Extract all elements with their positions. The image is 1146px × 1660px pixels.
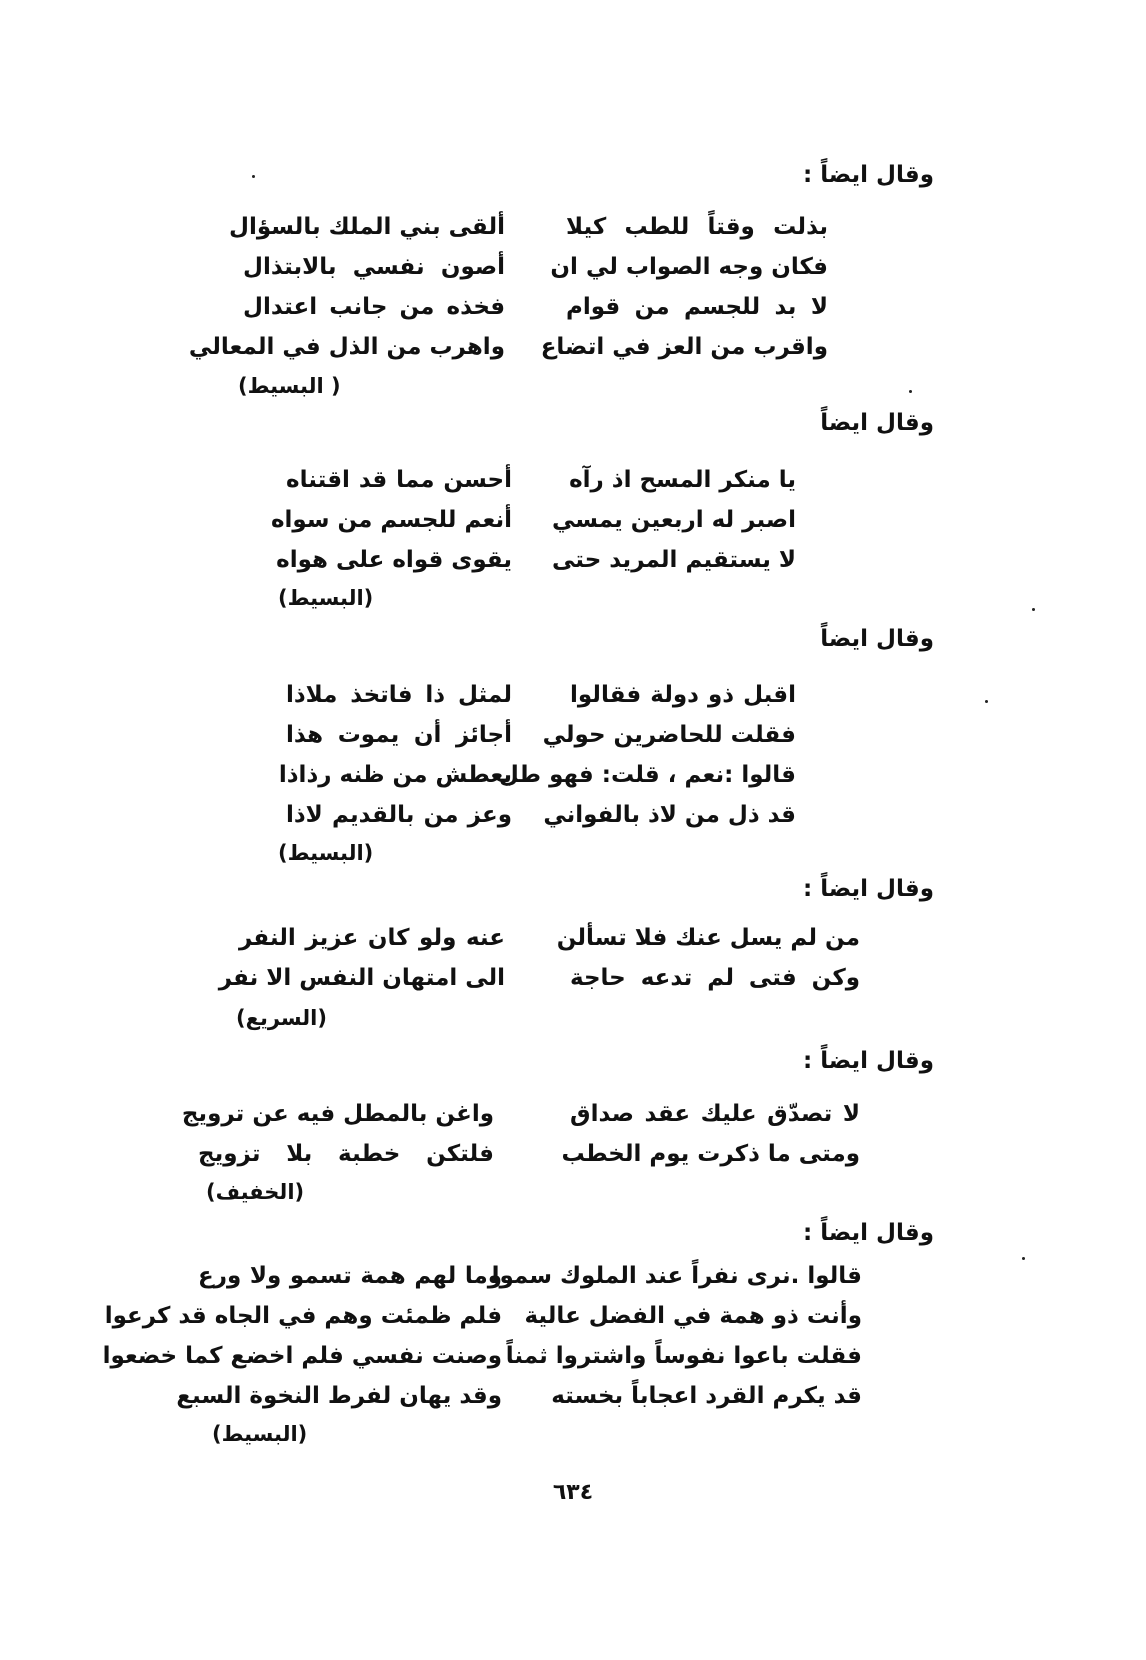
- verse-second-hemistich: لمثل ذا فاتخذ ملاذا: [286, 682, 512, 708]
- verse-first-hemistich: فقلت للحاضرين حولي: [542, 722, 796, 748]
- meter-label: (البسيط): [278, 586, 374, 610]
- section-heading: وقال ايضاً :: [803, 162, 934, 188]
- verse-first-hemistich: اصبر له اربعين يمسي: [552, 507, 796, 533]
- verse-line: [198, 1134, 860, 1174]
- verse-first-hemistich: قالوا :نعم ، قلت: فهو طل: [498, 762, 796, 788]
- verse-line: [276, 540, 796, 580]
- meter-label: (الخفيف): [206, 1180, 305, 1204]
- verse-first-hemistich: قالوا .نرى نفراً عند الملوك سموا: [491, 1263, 862, 1289]
- verse-second-hemistich: عنه ولو كان عزيز النفر: [239, 925, 505, 951]
- scan-speck: [985, 700, 988, 703]
- verse-first-hemistich: قد يكرم القرد اعجاباً بخسته: [551, 1383, 862, 1409]
- scan-speck: [909, 390, 912, 393]
- verse-line: [176, 1376, 862, 1416]
- verse-first-hemistich: وأنت ذو همة في الفضل عالية: [524, 1303, 862, 1329]
- verse-first-hemistich: اقبل ذو دولة فقالوا: [570, 682, 796, 708]
- section-heading: وقال ايضاً :: [803, 1048, 934, 1074]
- verse-first-hemistich: لا تصدّق عليك عقد صداق: [570, 1101, 860, 1127]
- verse-second-hemistich: وعز من بالقديم لاذا: [286, 802, 512, 828]
- verse-line: [286, 460, 796, 500]
- verse-second-hemistich: وصنت نفسي فلم اخضع كما خضعوا: [102, 1343, 502, 1369]
- verse-first-hemistich: فكان وجه الصواب لي ان: [550, 254, 828, 280]
- meter-label: (البسيط): [278, 841, 374, 865]
- section-heading: وقال ايضاً :: [803, 876, 934, 902]
- scan-speck: [1032, 608, 1035, 611]
- verse-second-hemistich: أنعم للجسم من سواه: [270, 507, 512, 533]
- verse-line: [104, 1296, 862, 1336]
- verse-first-hemistich: بذلت وقتاً للطب كيلا: [566, 214, 828, 240]
- verse-line: [286, 715, 796, 755]
- meter-label: (السريع): [236, 1006, 327, 1030]
- verse-line: [188, 327, 828, 367]
- verse-first-hemistich: لا بد للجسم من قوام: [566, 294, 828, 320]
- verse-first-hemistich: من لم يسل عنك فلا تسألن: [556, 925, 860, 951]
- verse-line: [218, 958, 860, 998]
- verse-second-hemistich: وقد يهان لفرط النخوة السبع: [176, 1383, 502, 1409]
- verse-line: [198, 1256, 862, 1296]
- verse-first-hemistich: وكن فتى لم تدعه حاجة: [570, 965, 860, 991]
- verse-first-hemistich: لا يستقيم المريد حتى: [552, 547, 796, 573]
- verse-first-hemistich: ومتى ما ذكرت يوم الخطب: [561, 1141, 860, 1167]
- verse-line: [270, 500, 796, 540]
- meter-label: ( البسيط): [238, 374, 341, 398]
- section-heading: وقال ايضاً: [820, 410, 934, 436]
- verse-second-hemistich: واهرب من الذل في المعالي: [188, 334, 505, 360]
- scan-speck: [252, 175, 255, 178]
- verse-second-hemistich: يعطش من ظنه رذاذا: [278, 762, 512, 788]
- page-number: ٦٣٤: [552, 1480, 594, 1505]
- verse-line: [181, 1094, 860, 1134]
- verse-second-hemistich: ألقى بني الملك بالسؤال: [229, 214, 505, 240]
- section-heading: وقال ايضاً: [820, 626, 934, 652]
- verse-line: [286, 675, 796, 715]
- scan-speck: [1022, 1257, 1025, 1260]
- verse-second-hemistich: وما لهم همة تسمو ولا ورع: [198, 1263, 502, 1289]
- verse-first-hemistich: فقلت باعوا نفوساً واشتروا ثمناً: [505, 1343, 862, 1369]
- verse-second-hemistich: فلم ظمئت وهم في الجاه قد كرعوا: [104, 1303, 502, 1329]
- verse-line: [278, 755, 796, 795]
- verse-second-hemistich: أصون نفسي بالابتذال: [243, 254, 505, 280]
- verse-second-hemistich: واغن بالمطل فيه عن ترويج: [181, 1101, 494, 1127]
- verse-line: [239, 918, 860, 958]
- verse-second-hemistich: أجائز أن يموت هذا: [286, 722, 512, 748]
- verse-line: [243, 287, 828, 327]
- meter-label: (البسيط): [212, 1422, 308, 1446]
- verse-line: [286, 795, 796, 835]
- verse-second-hemistich: فلتكن خطبة بلا تزويج: [198, 1141, 494, 1167]
- verse-first-hemistich: واقرب من العز في اتضاع: [540, 334, 828, 360]
- verse-second-hemistich: الى امتهان النفس الا نفر: [218, 965, 505, 991]
- verse-second-hemistich: فخذه من جانب اعتدال: [243, 294, 505, 320]
- verse-line: [102, 1336, 862, 1376]
- verse-second-hemistich: أحسن مما قد اقتناه: [286, 467, 512, 493]
- verse-second-hemistich: يقوى قواه على هواه: [276, 547, 512, 573]
- verse-first-hemistich: قد ذل من لاذ بالفواني: [543, 802, 796, 828]
- section-heading: وقال ايضاً :: [803, 1220, 934, 1246]
- verse-line: [243, 247, 828, 287]
- verse-line: [229, 207, 828, 247]
- verse-first-hemistich: يا منكر المسح اذ رآه: [569, 467, 796, 493]
